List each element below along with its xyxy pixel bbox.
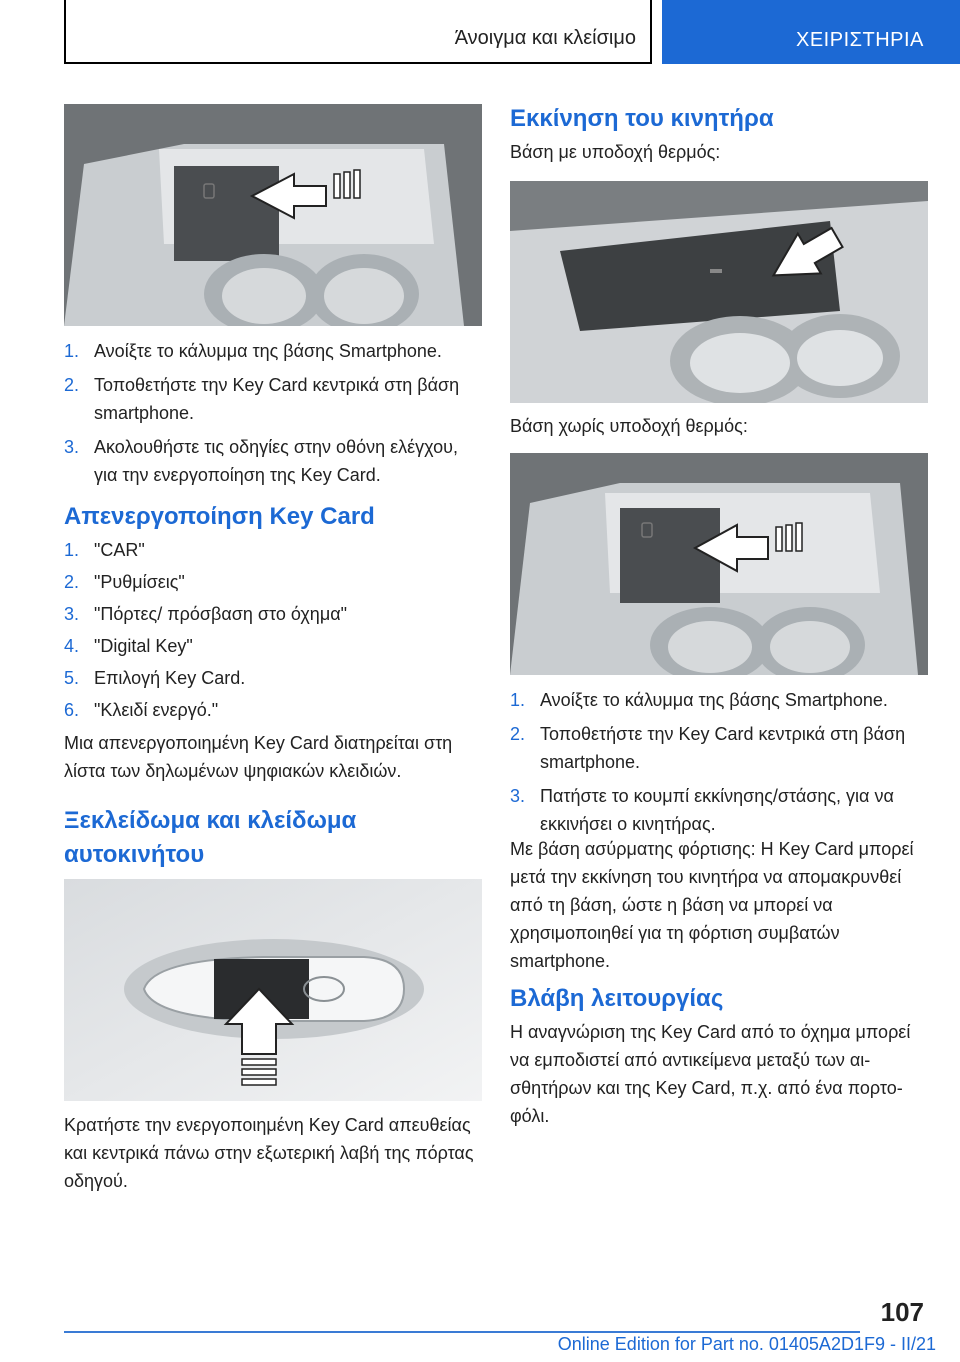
header-section-title: Άνοιγμα και κλείσιμο (454, 27, 636, 49)
list-item: 3. "Πόρτες/ πρόσβαση στο όχημα" (64, 604, 347, 624)
unlock-heading: Ξεκλείδωμα και κλείδωμα αυτοκινήτου (64, 807, 357, 868)
header-chapter-tab (662, 0, 960, 64)
without-cradle-caption: Βάση χωρίς υποδοχή θερμός: (510, 416, 748, 436)
with-cradle-caption: Βάση με υποδοχή θερμός: (510, 142, 721, 162)
smartphone-tray-photo (64, 104, 482, 326)
tray-with-cupholder-photo (510, 181, 928, 403)
list-item: 3. Πατήστε το κουμπί εκκίνησης/στάσης, για να εκκινήσει ο κινητήρας. (510, 786, 894, 834)
list-item: 1. "CAR" (64, 540, 145, 560)
fault-heading: Βλάβη λειτουργίας (510, 985, 724, 1012)
list-item: 1. Ανοίξτε το κάλυμμα της βάσης Smartphone. (64, 341, 442, 361)
list-item: 2. "Ρυθμίσεις" (64, 572, 185, 592)
header-chapter-title: ΧΕΙΡΙΣΤΗΡΙΑ (796, 29, 924, 51)
door-handle-photo (64, 879, 482, 1101)
list-item: 6. "Κλειδί ενεργό." (64, 700, 219, 720)
activation-steps (64, 337, 482, 495)
deactivation-note: Μια απενεργοποιημένη Key Card διατηρείται στη λίστα των δηλωμένων ψηφιακών κλειδιών. (64, 733, 453, 781)
footer-divider (64, 1331, 860, 1333)
deactivate-heading: Απενεργοποίηση Key Card (64, 503, 375, 530)
list-item: 2. Τοποθετήστε την Key Card κεντρικά στη βάση smartphone. (64, 375, 460, 423)
header-section-tab (64, 0, 652, 64)
tray-without-cupholder-photo (510, 453, 928, 675)
unlock-text: Κρατήστε την ενεργοποιημένη Key Card απευθείας και κεντρικά πάνω στην εξωτερική λαβή της πόρτας οδηγού. (64, 1115, 474, 1191)
list-item: 4. "Digital Key" (64, 636, 193, 656)
deactivation-steps (64, 536, 482, 728)
edition-note: Online Edition for Part no. 01405A2D1F9 - II/21 (557, 1334, 936, 1354)
fault-text: Η αναγνώριση της Key Card από το όχημα μπορεί να εμποδιστεί από αντικείμενα μεταξύ των αισθητήρων και της Key Card, π.χ. από ένα πορτοφόλι. (510, 1022, 911, 1126)
list-item: 2. Τοποθετήστε την Key Card κεντρικά στη βάση smartphone. (510, 724, 906, 772)
list-item: 5. Επιλογή Key Card. (64, 668, 246, 688)
start-engine-heading: Εκκίνηση του κινητήρα (510, 105, 774, 132)
list-item: 3. Ακολουθήστε τις οδηγίες στην οθόνη ελέγχου, για την ενεργοποίηση της Key Card. (64, 437, 458, 485)
wireless-charging-note: Με βάση ασύρματης φόρτισης: Η Key Card μπορεί μετά την εκκίνηση του κινητήρα να απομακρυνθεί από τη βάση, ώστε η βάση να μπορεί να χρησιμοποιηθεί για τη φόρτιση συμβατών smartphone. (510, 839, 914, 971)
page-number: 107 (880, 1297, 924, 1327)
start-steps (510, 686, 928, 844)
list-item: 1. Ανοίξτε το κάλυμμα της βάσης Smartphone. (510, 690, 888, 710)
